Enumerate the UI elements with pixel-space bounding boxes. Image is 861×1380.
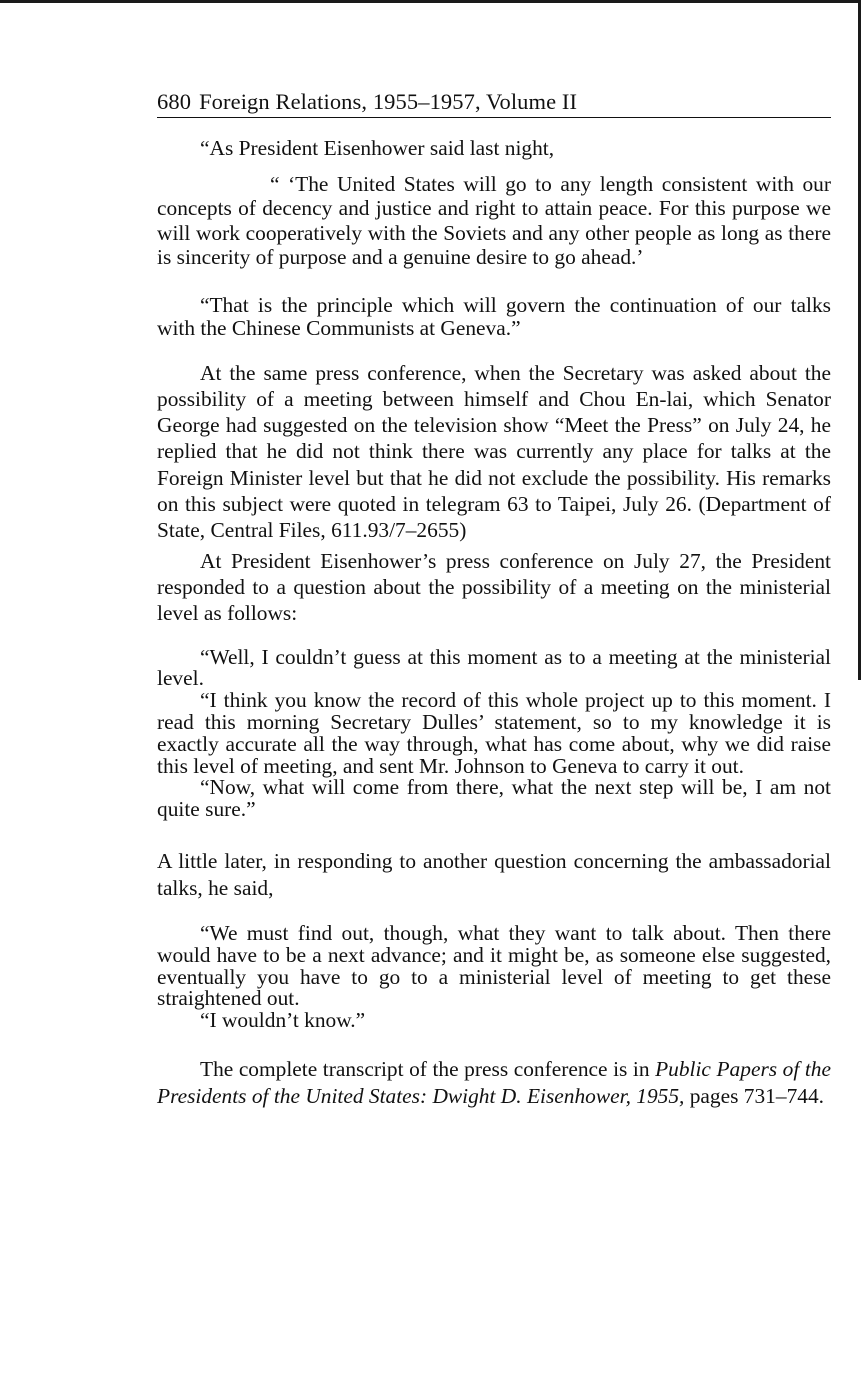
volume-title: Foreign Relations, 1955–1957, Volume II	[199, 89, 578, 114]
publication-title: Public Papers of the Presidents of the United States: Dwight D. Eisenhower, 1955,	[157, 1056, 831, 1108]
scan-border-top	[0, 0, 861, 3]
page-number: 680	[157, 89, 192, 114]
paragraph-quote-wouldnt-know: “I wouldn’t know.”	[200, 1008, 366, 1033]
paragraph-eisenhower-press: At President Eisenhower’s press conference on July 27, the President responded to a question about the possibility of a meeting on the ministerial level as follows:	[157, 548, 831, 626]
running-header	[157, 88, 831, 118]
paragraph-quote-intro: “As President Eisenhower said last night,	[200, 136, 555, 160]
paragraph-quote-record: “I think you know the record of this whole project up to this moment. I read this morning Secretary Dulles’ statement, so to my knowledge it is exactly accurate all the way through, what has come about, why we did raise this level of meeting, and sent Mr. Johnson to Geneva to carry it out.	[157, 688, 831, 778]
paragraph-little-later: A little later, in responding to another question concerning the ambassadorial talks, he said,	[157, 848, 831, 900]
paragraph-quote-ministerial: “Well, I couldn’t guess at this moment as to a meeting at the ministerial level.	[157, 644, 831, 691]
paragraph-principle: “That is the principle which will govern the continuation of our talks with the Chinese Communists at Geneva.”	[157, 292, 831, 340]
paragraph-transcript-note	[157, 1056, 831, 1110]
transcript-note-pages: pages 731–744.	[684, 1083, 825, 1108]
paragraph-quote-find-out: “We must find out, though, what they want to talk about. Then there would have to be a next advance; and it might be, as someone else suggested, eventually you have to go to a ministerial level of meeting to get these straightened out.	[157, 920, 831, 1011]
paragraph-press-conference: At the same press conference, when the Secretary was asked about the possibility of a meeting between himself and Chou En-lai, which Senator George had suggested on the television show “Meet the Press” on July 24, he replied that he did not think there was currently any place for talks at the Foreign Minister level but that he did not exclude the possibility. His remarks on this subject were quoted in telegram 63 to Taipei, July 26. (Department of State, Central Files, 611.93/7–2655)	[157, 360, 831, 543]
paragraph-nested-quote: “ ‘The United States will go to any length consistent with our concepts of decency and justice and right to attain peace. For this purpose we will work cooperatively with the Soviets and any other people as long as there is sincerity of purpose and a genuine desire to go ahead.’	[157, 171, 831, 270]
transcript-note-text: The complete transcript of the press conference is in	[200, 1056, 656, 1081]
paragraph-quote-next-step: “Now, what will come from there, what the next step will be, I am not quite sure.”	[157, 775, 831, 822]
document-page	[157, 88, 831, 1110]
